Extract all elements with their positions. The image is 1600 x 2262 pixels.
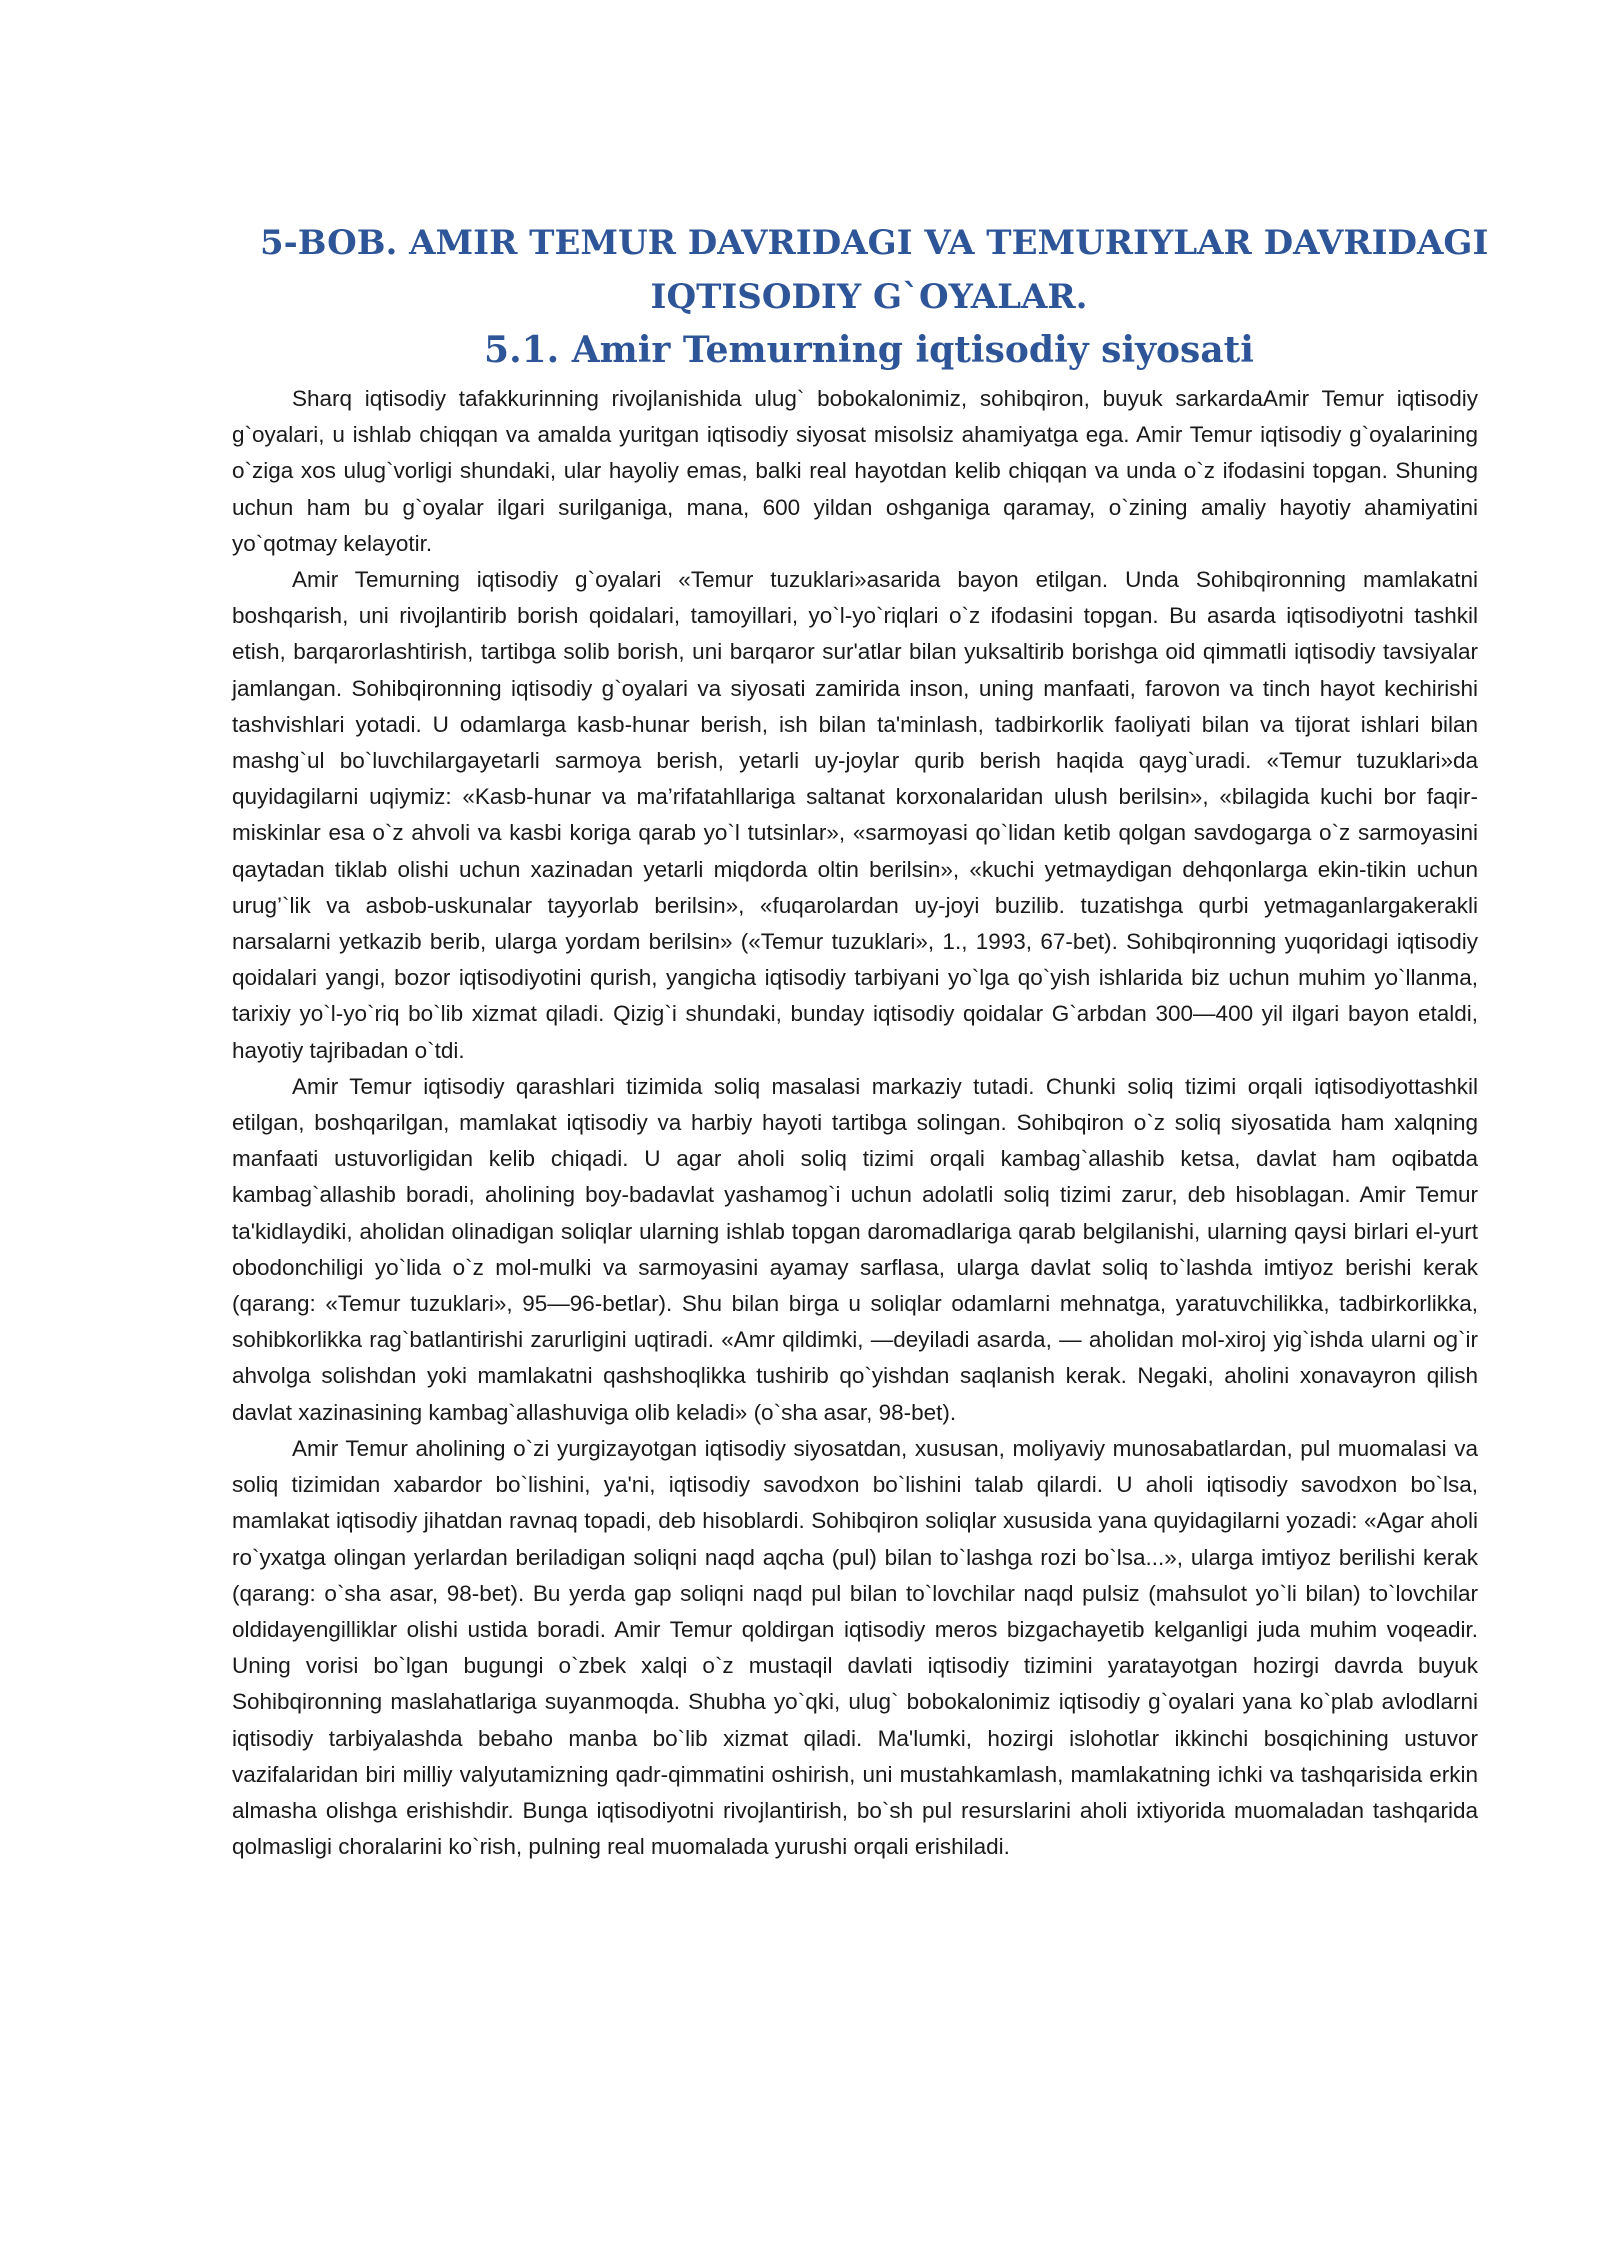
section-title: 5.1. Amir Temurning iqtisodiy siyosati [484, 329, 1254, 371]
chapter-title-line2: IQTISODIY G`OYALAR. [650, 277, 1088, 317]
chapter-title-line1: 5-BOB. AMIR TEMUR DAVRIDAGI VA TEMURIYLAR DAVRIDAGI [260, 223, 1489, 263]
paragraph: Sharq iqtisodiy tafakkurinning rivojlanishida ulug` bobokalonimiz, sohibqiron, buyuk sarkardaAmir Temur iqtisodiy g`oyalari, u ishlab chiqqan va amalda yuritgan iqtisodiy siyosat misolsiz ahamiyatga ega. Amir Temur iqtisodiy g`oyalarining o`ziga xos ulug`vorligi shundaki, ular hayoliy emas, balki real hayotdan kelib chiqqan va unda o`z ifodasini topgan. Shuning uchun ham bu g`oyalar ilgari surilganiga, mana, 600 yildan oshganiga qaramay, o`zining amaliy hayotiy ahamiyatini yo`qotmay kelayotir. [232, 386, 1478, 556]
paragraph: Amir Temurning iqtisodiy g`oyalari «Temur tuzuklari»asarida bayon etilgan. Unda Sohibqironning mamlakatni boshqarish, uni rivojlantirib borish qoidalari, tamoyillari, yo`l-yo`riqlari o`z ifodasini topgan. Bu asarda iqtisodiyotni tashkil etish, barqarorlashtirish, tartibga solib borish, uni barqaror sur'atlar bilan yuksaltirib borishga oid qimmatli iqtisodiy tavsiyalar jamlangan. Sohibqironning iqtisodiy g`oyalari va siyosati zamirida inson, uning manfaati, farovon va tinch hayot kechirishi tashvishlari yotadi. U odamlarga kasb-hunar berish, ish bilan ta'minlash, tadbirkorlik faoliyati bilan va tijorat ishlari bilan mashg`ul bo`luvchilargayetarli sarmoya berish, yetarli uy-joylar qurib berish haqida qayg`uradi. «Temur tuzuklari»da quyidagilarni uqiymiz: «Kasb-hunar va ma’rifatahllariga saltanat korxonalaridan ulush berilsin», «bilagida kuchi bor faqir-miskinlar esa o`z ahvoli va kasbi koriga qarab yo`l tutsinlar», «sarmoyasi qo`lidan ketib qolgan savdogarga o`z sarmoyasini qaytadan tiklab olishi uchun xazinadan yetarli miqdorda oltin berilsin», «kuchi yetmaydigan dehqonlarga ekin-tikin uchun urug’`lik va asbob-uskunalar tayyorlab berilsin», «fuqarolardan uy-joyi buzilib. tuzatishga qurbi yetmaganlargakerakli narsalarni yetkazib berib, ularga yordam berilsin» («Temur tuzuklari», 1., 1993, 67-bet). Sohibqironning yuqoridagi iqtisodiy qoidalari yangi, bozor iqtisodiyotini qurish, yangicha iqtisodiy tarbiyani yo`lga qo`yish ishlarida biz uchun muhim yo`llanma, tarixiy yo`l-yo`riq bo`lib xizmat qiladi. Qizig`i shundaki, bunday iqtisodiy qoidalar G`arbdan 300—400 yil ilgari bayon etaldi, hayotiy tajribadan o`tdi. [232, 567, 1478, 1063]
document-body [232, 381, 1478, 1865]
paragraph: Amir Temur aholining o`zi yurgizayotgan iqtisodiy siyosatdan, xususan, moliyaviy munosabatlardan, pul muomalasi va soliq tizimidan xabardor bo`lishini, ya'ni, iqtisodiy savodxon bo`lishini talab qilardi. U aholi iqtisodiy savodxon bo`lsa, mamlakat iqtisodiy jihatdan ravnaq topadi, deb hisoblardi. Sohibqiron soliqlar xususida yana quyidagilarni yozadi: «Agar aholi ro`yxatga olingan yerlardan beriladigan soliqni naqd aqcha (pul) bilan to`lashga rozi bo`lsa...», ularga imtiyoz berilishi kerak (qarang: o`sha asar, 98-bet). Bu yerda gap soliqni naqd pul bilan to`lovchilar naqd pulsiz (mahsulot yo`li bilan) to`lovchilar oldidayengilliklar olishi ustida boradi. Amir Temur qoldirgan iqtisodiy meros bizgachayetib kelganligi juda muhim voqeadir. Uning vorisi bo`lgan bugungi o`zbek xalqi o`z mustaqil davlati iqtisodiy tizimini yaratayotgan hozirgi davrda buyuk Sohibqironning maslahatlariga suyanmoqda. Shubha yo`qki, ulug` bobokalonimiz iqtisodiy g`oyalari yana ko`plab avlodlarni iqtisodiy tarbiyalashda bebaho manba bo`lib xizmat qiladi. Ma'lumki, hozirgi islohotlar ikkinchi bosqichining ustuvor vazifalaridan biri milliy valyutamizning qadr-qimmatini oshirish, uni mustahkamlash, mamlakatning ichki va tashqarisida erkin almasha olishga erishishdir. Bunga iqtisodiyotni rivojlantirish, bo`sh pul resurslarini aholi ixtiyorida muomaladan tashqarida qolmasligi choralarini ko`rish, pulning real muomalada yurushi orqali erishiladi. [232, 1435, 1478, 1860]
paragraph: Amir Temur iqtisodiy qarashlari tizimida soliq masalasi markaziy tutadi. Chunki soliq tizimi orqali iqtisodiyottashkil etilgan, boshqarilgan, mamlakat iqtisodiy va harbiy hayoti tartibga solingan. Sohibqiron o`z soliq siyosatida ham xalqning manfaati ustuvorligidan kelib chiqadi. U agar aholi soliq tizimi orqali kambag`allashib ketsa, davlat ham oqibatda kambag`allashib boradi, aholining boy-badavlat yashamog`i uchun adolatli soliq tizimi zarur, deb hisoblagan. Amir Temur ta'kidlaydiki, aholidan olinadigan soliqlar ularning ishlab topgan daromadlariga qarab belgilanishi, ularning qaysi birlari el-yurt obodonchiligi yo`lida o`z mol-mulki va sarmoyasini ayamay sarflasa, ularga davlat soliq to`lashda imtiyoz berishi kerak (qarang: «Temur tuzuklari», 95—96-betlar). Shu bilan birga u soliqlar odamlarni mehnatga, yaratuvchilikka, tadbirkorlikka, sohibkorlikka rag`batlantirishi zarurligini uqtiradi. «Amr qildimki, —deyiladi asarda, — aholidan mol-xiroj yig`ishda ularni og`ir ahvolga solishdan yoki mamlakatni qashshoqlikka tushirib qo`yishdan saqlanish kerak. Negaki, aholini xonavayron qilish davlat xazinasining kambag`allashuviga olib keladi» (o`sha asar, 98-bet). [232, 1073, 1478, 1425]
